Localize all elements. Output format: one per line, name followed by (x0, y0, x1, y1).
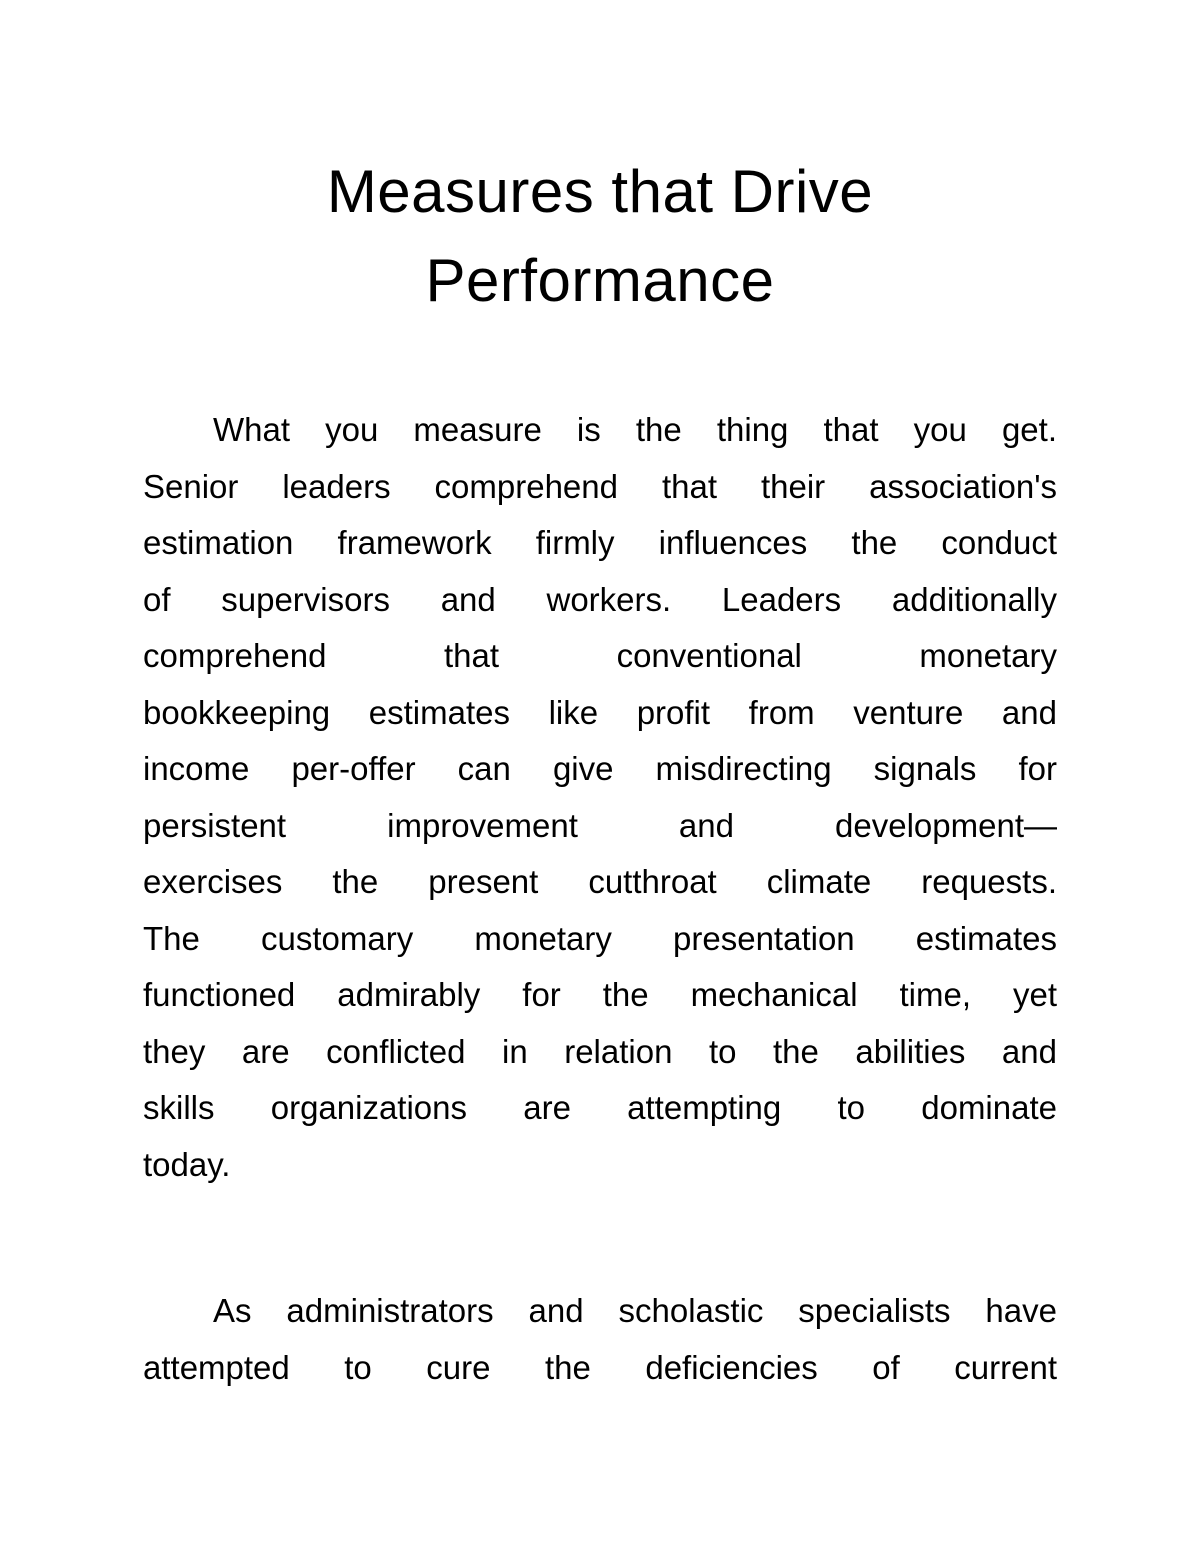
paragraph-line: exercises the present cutthroat climate requests. (143, 863, 1057, 900)
paragraph-line: skills organizations are attempting to dominate (143, 1089, 1057, 1126)
paragraph-line: attempted to cure the deficiencies of current (143, 1348, 1057, 1386)
paragraph-line: The customary monetary presentation estimates (143, 919, 1057, 957)
paragraph-2 (143, 1283, 1057, 1396)
paragraph-line: functioned admirably for the mechanical time, yet (143, 976, 1057, 1013)
paragraph-line: bookkeeping estimates like profit from venture and (143, 693, 1057, 731)
paragraph-line: today. (143, 1145, 231, 1183)
paragraph-line: they are conflicted in relation to the abilities and (143, 1032, 1057, 1070)
paragraph-line: comprehend that conventional monetary (143, 637, 1057, 674)
paragraph-line: As administrators and scholastic specialists have (213, 1292, 1057, 1329)
paragraph-line: of supervisors and workers. Leaders additionally (143, 580, 1057, 618)
paragraph-line: What you measure is the thing that you get. (213, 411, 1057, 448)
paragraph-line: estimation framework firmly influences the conduct (143, 524, 1057, 561)
paragraph-1 (143, 402, 1057, 1193)
document-title-line-2: Performance (425, 247, 775, 314)
paragraph-line: Senior leaders comprehend that their association's (143, 467, 1057, 505)
document-title-line-1: Measures that Drive (326, 158, 874, 225)
paragraph-line: income per-offer can give misdirecting signals for (143, 750, 1057, 787)
paragraph-line: persistent improvement and development— (143, 806, 1057, 844)
